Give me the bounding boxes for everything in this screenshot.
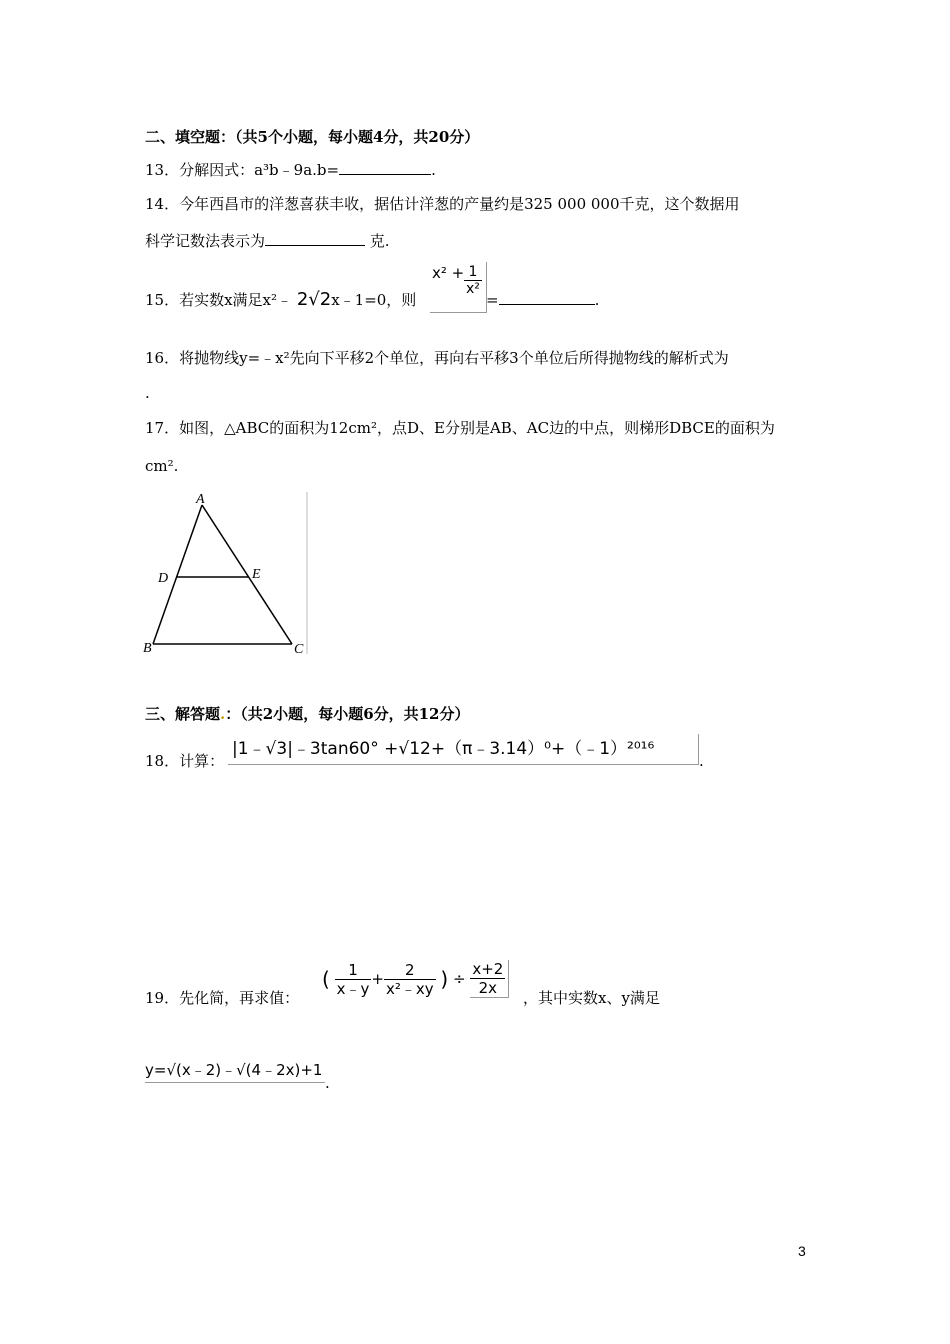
- left-paren: (: [322, 967, 330, 991]
- q18-expression: [228, 734, 699, 765]
- question-number: 14．: [145, 195, 180, 213]
- question-text-rest: x﹣1=0，则: [331, 291, 417, 309]
- question-19-tail: .: [325, 1074, 330, 1092]
- side-ac: [202, 505, 292, 644]
- question-19: [145, 988, 299, 1008]
- question-14-line-1: [145, 194, 740, 214]
- question-18: [145, 751, 224, 771]
- label-b: B: [143, 641, 152, 656]
- question-number: 18．: [145, 752, 180, 770]
- equals: =: [486, 291, 499, 309]
- question-15: [145, 290, 416, 310]
- label-c: C: [294, 642, 304, 657]
- label-e: E: [252, 567, 261, 582]
- label-a: A: [196, 492, 205, 507]
- question-15-answer: [486, 290, 599, 310]
- section-2-heading: 二、填空题：（共5个小题，每小题4分，共20分）: [145, 128, 480, 146]
- plus-sign: +: [371, 970, 384, 988]
- frac-numerator: x+2: [472, 960, 504, 978]
- question-number: 17．: [145, 419, 180, 437]
- question-text: 今年西昌市的洋葱喜获丰收，据估计洋葱的产量约是325 000 000千克，这个数据用: [179, 195, 740, 213]
- question-16-line-2: .: [145, 384, 150, 402]
- question-text: 如图，△ABC的面积为12cm²，点D、E分别是AB、AC边的中点，则梯形DBCE的面积为: [179, 419, 775, 437]
- question-16: [145, 348, 729, 368]
- fraction-1: [335, 961, 372, 998]
- q15-expression: [430, 262, 487, 313]
- expression: |1﹣√3|﹣3tan60° +√12+（π﹣3.14）⁰+（﹣1）²⁰¹⁶: [232, 739, 655, 759]
- question-number: 15．: [145, 291, 180, 309]
- question-19-after: ，其中实数x、y满足: [523, 989, 660, 1007]
- divide-sign: ÷: [452, 970, 466, 988]
- page-number: 3: [798, 1243, 806, 1259]
- heading-dot: .: [220, 705, 226, 723]
- frac-numerator: 2: [384, 961, 436, 980]
- section-3-heading: [145, 704, 470, 724]
- expr-top: x² +: [432, 264, 465, 282]
- coefficient: 2√2: [296, 289, 332, 310]
- question-17: [145, 418, 775, 438]
- question-tail: .: [431, 161, 436, 179]
- question-number: 16．: [145, 349, 180, 367]
- q19-expression: [322, 960, 509, 1006]
- q19-condition: [145, 1058, 325, 1083]
- frac-denominator: x﹣y: [336, 979, 370, 998]
- frac-denominator: x²﹣xy: [385, 979, 434, 998]
- label-d: D: [158, 571, 169, 586]
- question-number: 19．: [145, 989, 180, 1007]
- question-text: 科学记数法表示为: [145, 232, 266, 250]
- heading-rest: ：（共2小题，每小题6分，共12分）: [225, 705, 470, 723]
- frac-denominator: x²: [466, 281, 480, 297]
- question-17-line-2: cm².: [145, 457, 179, 475]
- question-text: 若实数x满足x²﹣: [179, 291, 293, 309]
- triangle-figure: [140, 488, 312, 658]
- question-text: 将抛物线y=﹣x²先向下平移2个单位，再向右平移3个单位后所得抛物线的解析式为: [179, 349, 729, 367]
- frac-numerator: 1: [464, 264, 482, 281]
- heading-prefix: 三、解答题: [145, 705, 221, 723]
- question-number: 13．: [145, 161, 180, 179]
- question-label: 先化简，再求值：: [179, 989, 300, 1007]
- answer-blank[interactable]: [265, 231, 365, 246]
- fraction-3: [470, 960, 509, 998]
- answer-blank[interactable]: [339, 160, 431, 175]
- question-18-tail: .: [699, 752, 704, 770]
- fraction-2: [384, 961, 436, 998]
- question-13: [145, 160, 436, 180]
- question-text: 分解因式：a³b﹣9a.b=: [179, 161, 340, 179]
- frac-numerator: 1: [335, 961, 372, 980]
- frac-denominator: 2x: [478, 979, 498, 997]
- question-14-line-2: [145, 231, 390, 251]
- question-label: 计算：: [179, 752, 225, 770]
- question-tail: .: [594, 291, 600, 309]
- answer-blank[interactable]: [499, 290, 595, 305]
- right-paren: ): [440, 967, 449, 991]
- condition-expression: y=√(x﹣2)﹣√(4﹣2x)+1: [145, 1061, 323, 1079]
- question-unit: 克.: [369, 232, 390, 250]
- fraction: [464, 264, 482, 297]
